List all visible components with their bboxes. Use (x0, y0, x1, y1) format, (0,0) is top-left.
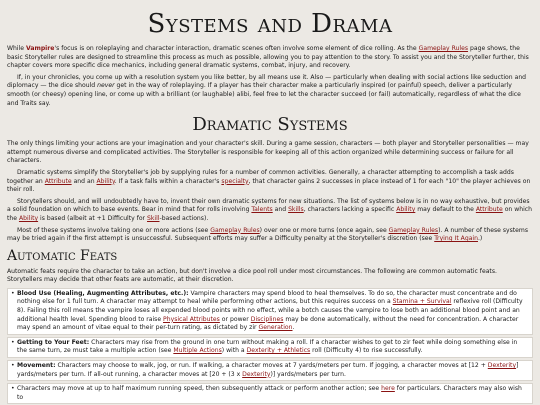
text: )] yards/meters per turn. (270, 370, 346, 378)
trying-it-again-link[interactable]: Trying It Again (434, 235, 478, 243)
attribute-link[interactable]: Attribute (475, 206, 503, 214)
text: Dramatic systems simplify the Storyteller's job by supplying rules for a number of common activities. Generally, a character attempting to accomplish a task adds together an (7, 168, 514, 185)
dramatic-paragraph-4 (7, 227, 533, 244)
text: While (7, 45, 26, 52)
text: , characters lacking a specific (303, 206, 397, 214)
feat-name: Getting to Your Feet: (17, 338, 90, 346)
dramatic-paragraph-1: The only things limiting your actions are your imagination and your character's skill. During a game session, characters — both player and Storyteller personalities — may attempt numerous diverse and complicated activities. The Storyteller is responsible for keeping all of this action organized while determining success or failure for all characters. (7, 140, 529, 165)
text: -based actions). (159, 214, 209, 222)
text: page shows, the basic Storyteller rules are designed to streamline this process as much as possible, allowing you to pay attention to the story. To assist you and the Storyteller further, this chapter covers more specific dice mechanics, including general dramatic systems, combat, injury, and recovery. (7, 45, 529, 70)
dexterity-athletics-link[interactable]: Dexterity + Athletics (246, 347, 311, 355)
text: ). A number of these systems may be tried again if the first attempt is unsuccessful. Subsequent efforts may suffer a Difficulty penalty at the Storyteller's discretion (see (7, 226, 529, 243)
intro-paragraph-2 (7, 74, 533, 108)
automatic-feats-heading: Automatic Feats (7, 247, 118, 264)
text: reflexive roll (Difficulty 8). Failing this roll means the vampire loses all expended blood points with no effect, while a botch causes the vampire to lose both an additional blood point and an additional health level. Spending blood to raise (17, 298, 523, 323)
emphasis-never: never (97, 82, 115, 90)
text: Most of these systems involve taking one or more actions (see (17, 226, 211, 234)
text: or power (219, 315, 251, 323)
specialty-link[interactable]: specialty (221, 177, 249, 185)
dexterity-link[interactable]: Dexterity (242, 370, 271, 378)
text: If, in your chronicles, you come up with a resolution system you like better, by all means use it. Also — particularly when dealing with social actions like seduction and diplomacy — the dice should (7, 73, 527, 90)
vampire-term: Vampire (25, 45, 55, 52)
gameplay-rules-link[interactable]: Gameplay Rules (388, 226, 439, 234)
skills-link[interactable]: Skills (288, 206, 304, 214)
automatic-feats-intro: Automatic feats require the character to take an action, but don't involve a dice pool roll under most circumstances. The following are common automatic feats. Storytellers may decide that other feats are automatic, at their discretion. (7, 267, 497, 284)
text: and an (71, 177, 97, 185)
text: for particulars. Characters may also wish to (17, 385, 522, 401)
text: . If a task falls within a character's (114, 177, 222, 185)
gameplay-rules-link[interactable]: Gameplay Rules (418, 45, 469, 52)
text: ] yards/meters per turn. If all-out running, a character moves at [20 + (3 x (17, 362, 519, 378)
text: Characters may rise from the ground in one turn without making a roll. If a character wishes to get to zir feet while doing something else in the same turn, ze must take a multiple action (see (17, 338, 518, 355)
text: ) over one or more turns (once again, see (259, 226, 389, 234)
dramatic-paragraph-2 (7, 169, 533, 195)
gameplay-rules-link[interactable]: Gameplay Rules (210, 226, 260, 234)
list-item (7, 360, 533, 381)
here-link[interactable]: here (381, 385, 395, 393)
generation-link[interactable]: Generation (258, 324, 293, 332)
ability-link[interactable]: Ability (18, 214, 39, 222)
text: and (272, 206, 289, 214)
feat-name: Movement: (17, 362, 56, 370)
attribute-link[interactable]: Attribute (44, 177, 72, 185)
ability-link[interactable]: Ability (96, 177, 115, 185)
list-item (7, 337, 533, 358)
text: Characters may choose to walk, jog, or run. If walking, a character moves at 7 yards/meters per turn. If jogging, a character moves at [12 + (55, 362, 488, 370)
text: on which the (7, 206, 532, 222)
dexterity-link[interactable]: Dexterity (487, 362, 517, 370)
stamina-survival-link[interactable]: Stamina + Survival (392, 298, 452, 306)
list-item (7, 383, 533, 404)
text: get in the way of roleplaying. If a player has their character make a particularly inspired (or painful) speech, deliver a particularly smooth (or cheesy) opening line, or come up with a brilliant (or laughable) alibi, feel free to let the character succeed (or fail) automatically, regardless of what the dice and Traits say. (7, 82, 521, 107)
text: may be done automatically, without the need for concentration. A character may spend an amount of vitae equal to their per-turn rating, as dictated by zir (17, 315, 519, 332)
text: .) (477, 235, 483, 243)
multiple-actions-link[interactable]: Multiple Actions (173, 347, 222, 355)
text: . (292, 324, 295, 332)
list-item (7, 288, 533, 335)
text: may default to the (415, 206, 476, 214)
dramatic-systems-heading: Dramatic Systems (192, 114, 348, 136)
feat-name: Blood Use (Healing, Augmenting Attributes, etc.): (17, 289, 189, 297)
ability-link[interactable]: Ability (396, 206, 416, 214)
physical-attributes-link[interactable]: Physical Attributes (163, 315, 220, 323)
page-title: Systems and Drama (147, 9, 393, 39)
text: ) with a (221, 347, 247, 355)
text: roll (Difficulty 4) to rise successfully. (310, 347, 423, 355)
dramatic-paragraph-3 (7, 198, 533, 224)
text: , that character gains 2 successes in place instead of 1 for each "10" the player achieves on their roll. (7, 177, 531, 194)
feats-list (7, 288, 533, 405)
intro-paragraph-1 (7, 45, 533, 71)
text: 's focus is on roleplaying and character interaction, dramatic scenes often involve some element of dice rolling. As the (54, 45, 419, 52)
talents-link[interactable]: Talents (251, 206, 273, 214)
disciplines-link[interactable]: Disciplines (250, 315, 284, 323)
text: Storytellers should, and will undoubtedly have to, invent their own dramatic systems for new situations. The list of systems below is in no way exhaustive, but provides a solid foundation on which to base events. Bear in mind that for rolls involving (7, 197, 530, 214)
text: Vampire characters may spend blood to heal themselves. To do so, the character must concentrate and do nothing else for 1 full turn. A character may attempt to heal while performing other actions, but this requires success on a (17, 289, 517, 306)
skill-link[interactable]: Skill (147, 214, 160, 222)
text: Characters may move at up to half maximum running speed, then subsequently attack or perform another action; see (17, 385, 382, 393)
text: is based (albeit at +1 Difficulty for (38, 214, 148, 222)
